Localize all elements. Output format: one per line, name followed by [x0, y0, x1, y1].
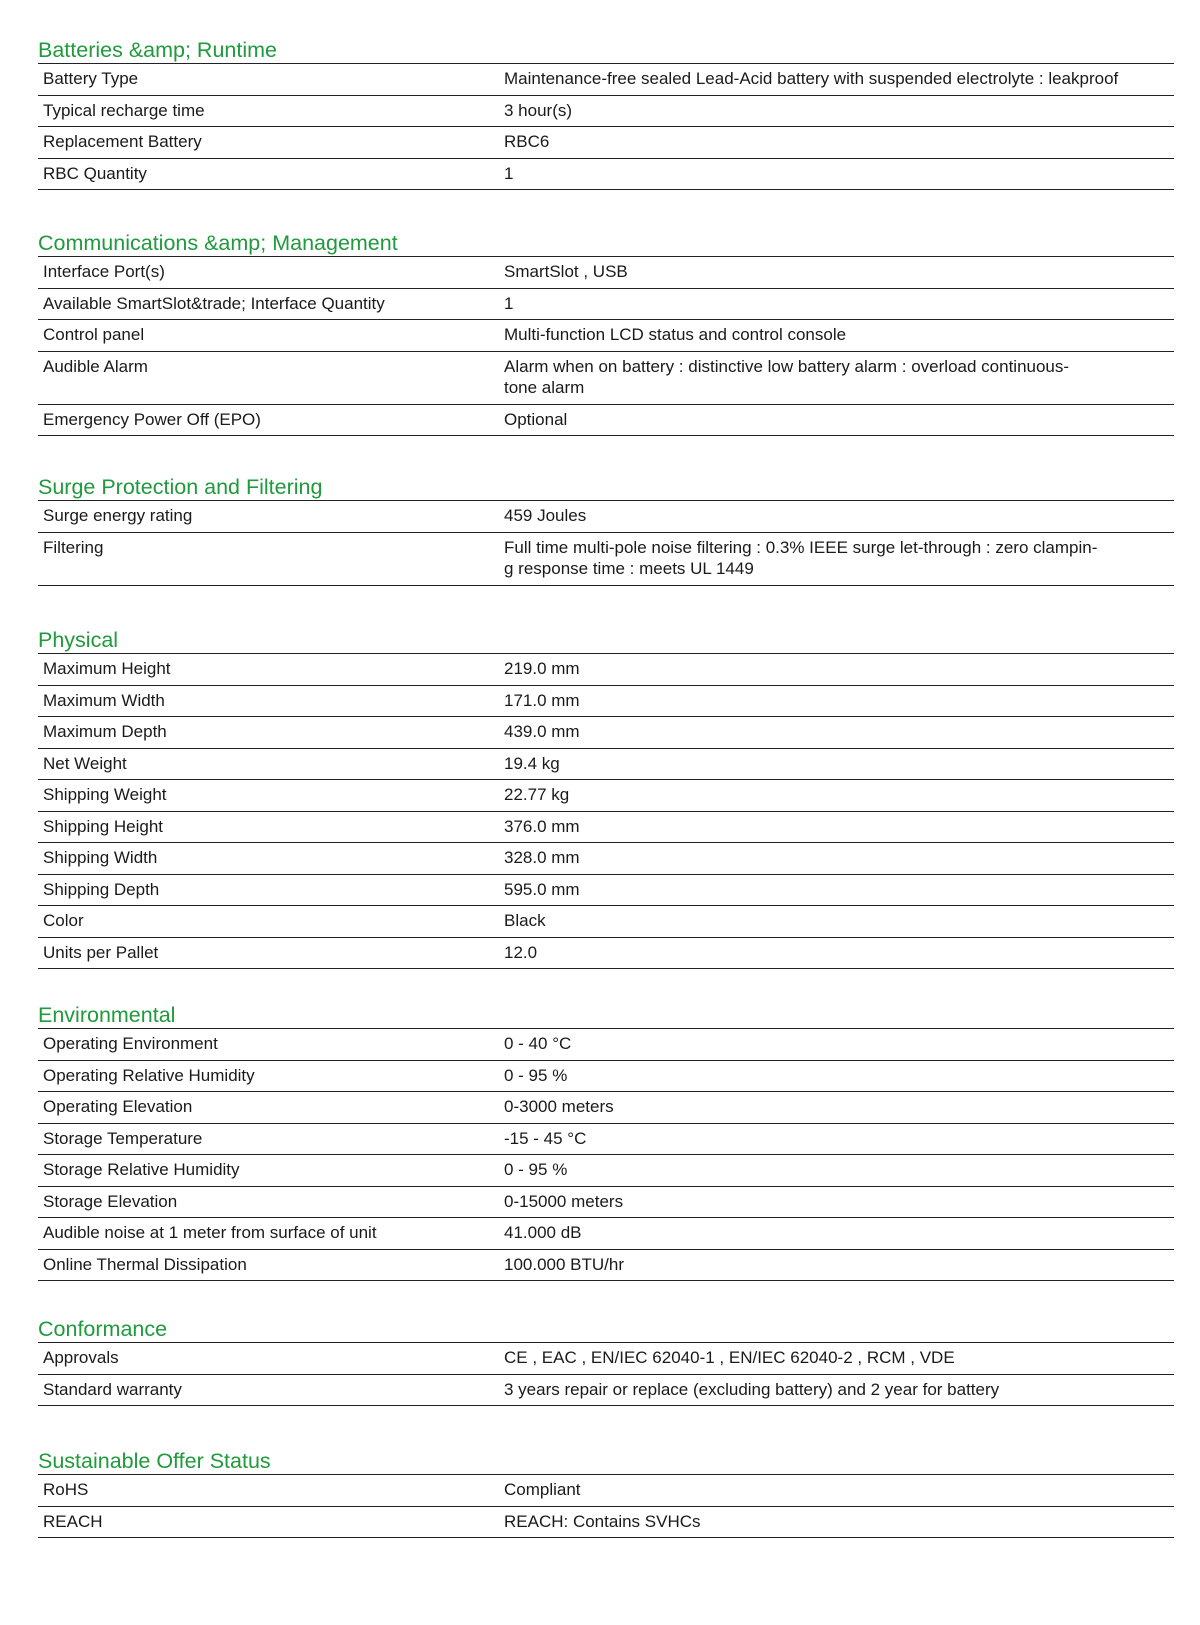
spec-row [38, 843, 1174, 875]
spec-label: Shipping Depth [43, 879, 160, 899]
section-batteries-runtime [38, 37, 1174, 190]
spec-row [38, 749, 1174, 781]
section-title: Surge Protection and Filtering [38, 475, 323, 499]
spec-row [38, 96, 1174, 128]
spec-value: 1 [504, 293, 514, 313]
spec-row [38, 1155, 1174, 1187]
spec-label: RoHS [43, 1480, 89, 1499]
spec-row [38, 533, 1174, 586]
spec-label: Replacement Battery [43, 132, 202, 151]
spec-label: Audible Alarm [43, 356, 148, 376]
spec-label: Approvals [43, 1348, 119, 1367]
spec-row [38, 1507, 1174, 1539]
spec-row [38, 686, 1174, 718]
spec-row [38, 1092, 1174, 1124]
spec-table [38, 63, 1174, 190]
spec-row [38, 1061, 1174, 1093]
spec-value: 41.000 dB [504, 1223, 582, 1242]
spec-value: 0 - 40 °C [504, 1034, 572, 1053]
spec-row [38, 938, 1174, 970]
spec-label: Available SmartSlot&trade; Interface Quantity [43, 293, 385, 313]
spec-label: Operating Environment [43, 1034, 218, 1053]
spec-row [38, 1375, 1174, 1407]
spec-label: Units per Pallet [43, 942, 159, 962]
spec-label: Color [43, 911, 84, 930]
spec-value: 0-3000 meters [504, 1097, 614, 1116]
spec-row [38, 1343, 1174, 1375]
section-environmental [38, 1002, 1174, 1281]
spec-value: 12.0 [504, 942, 538, 962]
spec-table [38, 653, 1174, 969]
spec-table [38, 1474, 1174, 1538]
spec-label: Maximum Height [43, 659, 171, 678]
spec-value: 328.0 mm [504, 848, 580, 867]
spec-value: 595.0 mm [504, 879, 580, 899]
spec-label: REACH [43, 1511, 103, 1531]
spec-row [38, 780, 1174, 812]
spec-row [38, 1187, 1174, 1219]
spec-label: Shipping Height [43, 816, 164, 836]
spec-row [38, 1475, 1174, 1507]
spec-label: Maximum Width [43, 690, 165, 710]
spec-label: Battery Type [43, 69, 139, 88]
spec-label: Maximum Depth [43, 722, 167, 741]
section-title: Physical [38, 628, 119, 652]
spec-label: Storage Temperature [43, 1128, 203, 1148]
section-sustainable-offer-status [38, 1448, 1174, 1538]
spec-value: CE , EAC , EN/IEC 62040-1 , EN/IEC 62040-2 , RCM , VDE [504, 1348, 955, 1367]
spec-row [38, 654, 1174, 686]
spec-label: Operating Elevation [43, 1097, 193, 1116]
spec-value: Multi-function LCD status and control console [504, 325, 847, 344]
spec-value: 0-15000 meters [504, 1191, 624, 1211]
spec-table [38, 1028, 1174, 1281]
spec-value: 0 - 95 % [504, 1065, 568, 1085]
spec-row [38, 320, 1174, 352]
spec-row [38, 501, 1174, 533]
section-conformance [38, 1316, 1174, 1406]
spec-row [38, 159, 1174, 191]
spec-label: Emergency Power Off (EPO) [43, 409, 261, 429]
spec-value: 219.0 mm [504, 659, 580, 678]
spec-value: Alarm when on battery : distinctive low battery alarm : overload continuous- tone alarm [504, 356, 1070, 397]
spec-label: RBC Quantity [43, 163, 147, 183]
spec-row [38, 352, 1174, 405]
section-physical [38, 627, 1174, 969]
spec-row [38, 1029, 1174, 1061]
spec-row [38, 405, 1174, 437]
spec-label: Shipping Weight [43, 785, 167, 804]
spec-value: 459 Joules [504, 506, 587, 525]
spec-value: 376.0 mm [504, 816, 580, 836]
spec-value: SmartSlot , USB [504, 262, 628, 281]
section-title: Environmental [38, 1003, 176, 1027]
spec-table [38, 1342, 1174, 1406]
spec-value: 100.000 BTU/hr [504, 1254, 625, 1274]
spec-label: Online Thermal Dissipation [43, 1254, 247, 1274]
spec-label: Filtering [43, 537, 104, 557]
spec-value: Full time multi-pole noise filtering : 0.3% IEEE surge let-through : zero clampin- g response time : meets UL 1449 [504, 537, 1098, 578]
spec-value: 0 - 95 % [504, 1160, 568, 1179]
spec-value: Black [504, 911, 546, 930]
spec-value: Optional [504, 409, 568, 429]
spec-label: Surge energy rating [43, 506, 193, 525]
section-surge-protection [38, 474, 1174, 586]
spec-label: Shipping Width [43, 848, 158, 867]
spec-label: Net Weight [43, 753, 127, 773]
spec-value: 171.0 mm [504, 690, 580, 710]
spec-row [38, 64, 1174, 96]
spec-table [38, 500, 1174, 586]
spec-label: Audible noise at 1 meter from surface of unit [43, 1223, 377, 1242]
spec-row [38, 257, 1174, 289]
section-title: Communications &amp; Management [38, 231, 398, 255]
spec-label: Standard warranty [43, 1379, 182, 1399]
spec-row [38, 812, 1174, 844]
spec-value: 3 hour(s) [504, 100, 573, 120]
section-title: Conformance [38, 1317, 168, 1341]
spec-value: Compliant [504, 1480, 581, 1499]
spec-row [38, 906, 1174, 938]
spec-row [38, 289, 1174, 321]
spec-label: Storage Relative Humidity [43, 1160, 240, 1179]
spec-row [38, 127, 1174, 159]
spec-value: 19.4 kg [504, 753, 560, 773]
spec-value: RBC6 [504, 132, 550, 151]
spec-row [38, 1124, 1174, 1156]
spec-row [38, 1218, 1174, 1250]
spec-value: Maintenance-free sealed Lead-Acid battery with suspended electrolyte : leakproof [504, 69, 1119, 88]
spec-value: REACH: Contains SVHCs [504, 1511, 701, 1531]
spec-label: Storage Elevation [43, 1191, 178, 1211]
spec-value: -15 - 45 °C [504, 1128, 587, 1148]
spec-value: 439.0 mm [504, 722, 580, 741]
spec-label: Interface Port(s) [43, 262, 165, 281]
spec-value: 1 [504, 163, 514, 183]
section-title: Sustainable Offer Status [38, 1449, 271, 1473]
spec-label: Typical recharge time [43, 100, 205, 120]
spec-row [38, 1250, 1174, 1282]
section-communications-management [38, 230, 1174, 436]
spec-row [38, 875, 1174, 907]
spec-label: Operating Relative Humidity [43, 1065, 255, 1085]
section-title: Batteries &amp; Runtime [38, 38, 277, 62]
spec-table [38, 256, 1174, 436]
spec-row [38, 717, 1174, 749]
spec-value: 3 years repair or replace (excluding battery) and 2 year for battery [504, 1379, 1000, 1399]
spec-label: Control panel [43, 325, 145, 344]
spec-value: 22.77 kg [504, 785, 570, 804]
